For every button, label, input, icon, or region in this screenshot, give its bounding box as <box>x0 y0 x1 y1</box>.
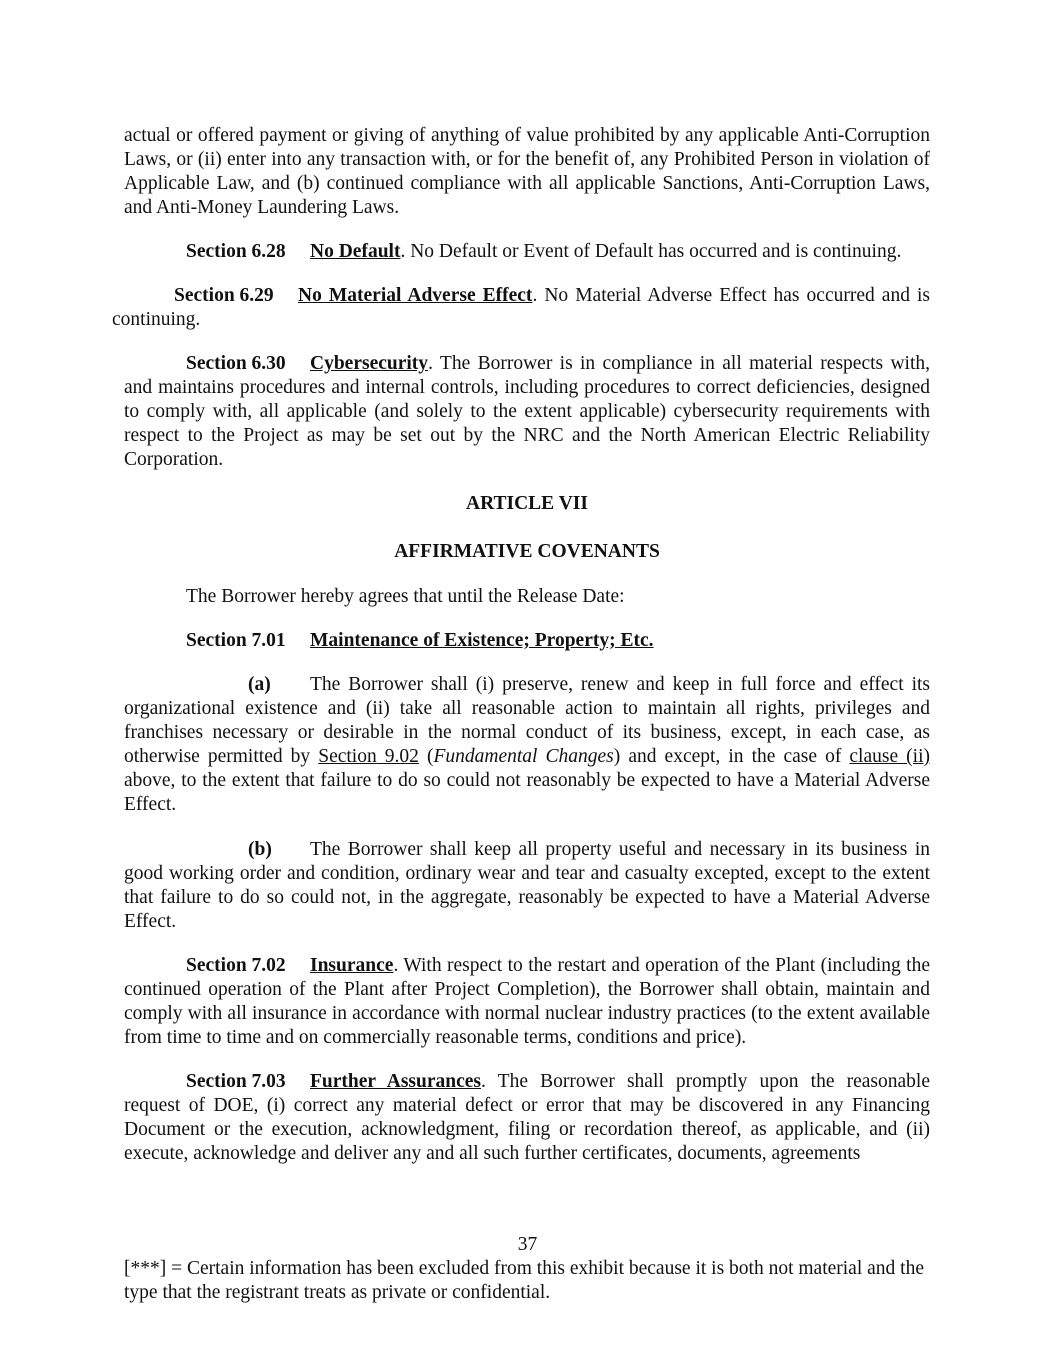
section-title: Cybersecurity <box>310 353 429 374</box>
article-number: ARTICLE VII <box>466 493 588 514</box>
article-intro: The Borrower hereby agrees that until the Release Date: <box>186 586 625 607</box>
confidentiality-footnote: [***] = Certain information has been excluded from this exhibit because it is both not material and the type that the registrant treats as private or confidential. <box>124 1258 924 1303</box>
section-number: Section 7.01 <box>186 630 286 651</box>
section-number: Section 6.30 <box>186 353 286 374</box>
section-number: Section 6.28 <box>186 241 286 262</box>
clause-text: above, to the extent that failure to do so could not reasonably be expected to have a Material Adverse Effect. <box>124 770 930 815</box>
clause-text: ) and except, in the case of <box>613 746 850 767</box>
section-body: . The Borrower is in compliance in all material respects with, and maintains procedures and internal controls, including procedures to correct deficiencies, designed to comply with, all applicable (and solely to the extent applicable) cybersecurity requirements with respect to the Project as may be set out by the NRC and the North American Electric Reliability Corporation. <box>124 353 930 470</box>
clause-label: (b) <box>248 839 272 860</box>
section-title: No Material Adverse Effect <box>298 285 533 306</box>
article-title: AFFIRMATIVE COVENANTS <box>394 541 660 562</box>
section-7-01-heading <box>124 629 930 653</box>
clause-text: The Borrower shall (i) preserve, renew and keep in full force and effect its organizational existence and (ii) take all reasonable action to maintain all rights, privileges and franchises necessary or desirable in the normal conduct of its business, except, in each case, as otherwise permitted by <box>124 674 930 767</box>
section-title: No Default <box>310 241 401 262</box>
section-7-01-a <box>124 673 930 817</box>
page-number: 37 <box>517 1234 538 1255</box>
section-body: . No Material Adverse Effect has occurred and is continuing. <box>112 285 930 330</box>
section-6-30 <box>124 352 930 472</box>
section-body: . No Default or Event of Default has occurred and is continuing. <box>400 241 902 262</box>
section-7-01-b <box>124 838 930 934</box>
section-title: Further Assurances <box>310 1071 482 1092</box>
clause-reference: clause (ii) <box>849 746 930 767</box>
section-number: Section 6.29 <box>174 285 274 306</box>
section-title: Insurance <box>310 955 394 976</box>
section-number: Section 7.03 <box>186 1071 286 1092</box>
section-6-28 <box>124 240 930 264</box>
section-body: . The Borrower shall promptly upon the reasonable request of DOE, (i) correct any material defect or error that may be discovered in any Financing Document or the execution, acknowledgment, filing or recordation thereof, as applicable, and (ii) execute, acknowledge and deliver any and all such further certificates, documents, agreements <box>124 1071 930 1164</box>
clause-text: The Borrower shall keep all property useful and necessary in its business in good working order and condition, ordinary wear and tear and casualty excepted, except to the extent that failure to do so could not, in the aggregate, reasonably be expected to have a Material Adverse Effect. <box>124 839 930 932</box>
section-6-29 <box>112 284 930 332</box>
cross-reference: Section 9.02 <box>318 746 419 767</box>
section-number: Section 7.02 <box>186 955 286 976</box>
section-7-02 <box>124 954 930 1050</box>
clause-text: ( <box>418 746 434 767</box>
continuation-paragraph: actual or offered payment or giving of anything of value prohibited by any applicable Anti-Corruption Laws, or (ii) enter into any transaction with, or for the benefit of, any Prohibited Person in violation of Applicable Law, and (b) continued compliance with all applicable Sanctions, Anti-Corruption Laws, and Anti-Money Laundering Laws. <box>124 125 930 218</box>
document-page <box>112 124 930 1166</box>
section-body: . With respect to the restart and operation of the Plant (including the continued operation of the Plant after Project Completion), the Borrower shall obtain, maintain and comply with all insurance in accordance with normal nuclear industry practices (to the extent available from time to time and on commercially reasonable terms, conditions and price). <box>124 955 930 1048</box>
clause-label: (a) <box>248 674 271 695</box>
section-7-03 <box>124 1070 930 1166</box>
section-title: Maintenance of Existence; Property; Etc. <box>310 630 654 651</box>
cross-reference-title: Fundamental Changes <box>433 746 614 767</box>
